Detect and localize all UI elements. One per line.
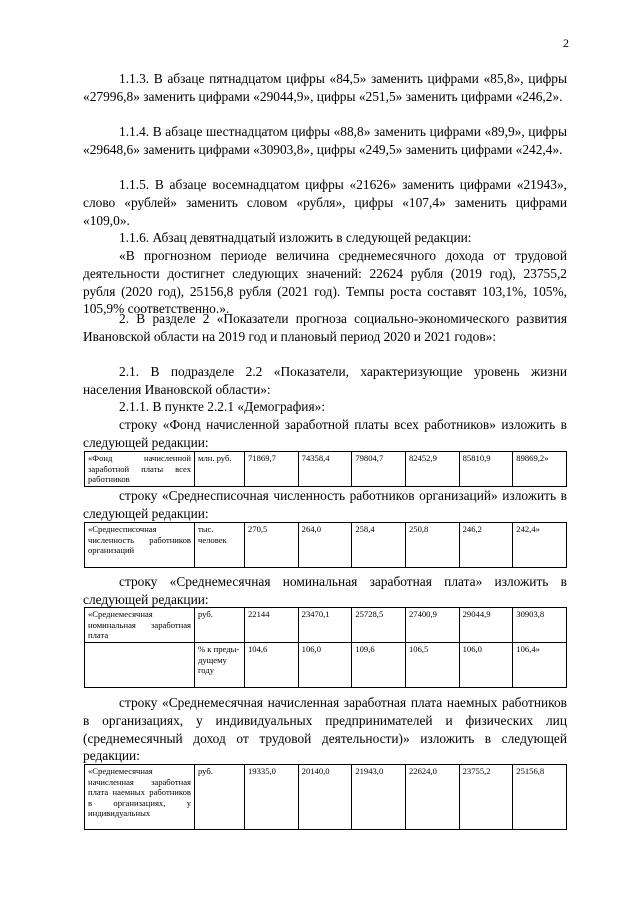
table-row (85, 765, 567, 830)
cell-value: 74358,4 (298, 452, 352, 487)
row-label: «Среднемесячная начисленная заработная плата наемных работников в организациях, у индивидуальных (85, 765, 195, 830)
cell-value: 27400,9 (405, 608, 459, 643)
paragraph-2-1: 2.1. В подразделе 2.2 «Показатели, характеризующие уровень жизни населения Ивановской области»: (83, 364, 567, 397)
cell-value: 89869,2» (513, 452, 567, 487)
cell-value: 22144 (245, 608, 299, 643)
paragraph-1-1-4: 1.1.4. В абзаце шестнадцатом цифры «88,8» заменить цифрами «89,9», цифры «29648,6» заменить цифрами «30903,8», цифры «249,5» заменить цифрами «242,4». (83, 124, 567, 157)
cell-value: 23755,2 (459, 765, 513, 830)
page-number: 2 (563, 36, 569, 50)
cell-value: 104,6 (245, 643, 299, 688)
cell-value: 79804,7 (352, 452, 406, 487)
instruction-headcount-row: строку «Среднесписочная численность работников организаций» изложить в следующей редакции: (83, 488, 567, 521)
paragraph-1-1-6: 1.1.6. Абзац девятнадцатый изложить в следующей редакции: (119, 230, 472, 245)
cell-value: 19335,0 (245, 765, 299, 830)
table-row (85, 523, 567, 568)
row-unit: % к преды-дущему году (195, 643, 245, 688)
cell-value: 21943,0 (352, 765, 406, 830)
row-label: «Фонд начисленной заработной платы всех работников (85, 452, 195, 487)
table-wage-fund (84, 451, 567, 487)
paragraph-2: 2. В разделе 2 «Показатели прогноза социально-экономического развития Ивановской области на 2019 год и плановый период 2020 и 2021 годов»: (83, 311, 567, 344)
row-unit: тыс. человек (195, 523, 245, 568)
cell-value: 22624,0 (405, 765, 459, 830)
cell-value: 20140,0 (298, 765, 352, 830)
instruction-nominal-wage-row: строку «Среднемесячная номинальная заработная плата» изложить в следующей редакции: (83, 574, 567, 607)
row-unit: руб. (195, 608, 245, 643)
cell-value: 25156,8 (513, 765, 567, 830)
cell-value: 82452,9 (405, 452, 459, 487)
cell-value: 23470,1 (298, 608, 352, 643)
instruction-fund-row: строку «Фонд начисленной заработной платы всех работников» изложить в следующей редакции: (83, 417, 567, 450)
cell-value: 250,8 (405, 523, 459, 568)
cell-value: 106,4» (513, 643, 567, 688)
cell-value: 25728,5 (352, 608, 406, 643)
cell-value: 106,5 (405, 643, 459, 688)
table-row (85, 452, 567, 487)
cell-value: 264,0 (298, 523, 352, 568)
quoted-paragraph-income: «В прогнозном периоде величина среднемесячного дохода от трудовой деятельности достигнет следующих значений: 22624 рубля (2019 год), 23755,2 рубля (2020 год), 25156,8 рубля (2021 год). Темпы роста составят 103,1%, 105%, 105,9% соответственно.». (83, 248, 567, 317)
cell-value: 109,6 (352, 643, 406, 688)
paragraph-2-1-1: 2.1.1. В пункте 2.2.1 «Демография»: (119, 399, 326, 414)
table-accrued-wage (84, 764, 567, 830)
cell-value: 270,5 (245, 523, 299, 568)
row-unit: млн. руб. (195, 452, 245, 487)
table-headcount (84, 522, 567, 568)
instruction-accrued-wage-row: строку «Среднемесячная начисленная заработная плата наемных работников в организациях, у индивидуальных предпринимателей и физических лиц (среднемесячный доход от трудовой деятельности)» изложить в следующей редакции: (83, 695, 567, 764)
row-label: «Среднемесячная номинальная заработная плата (85, 608, 195, 643)
cell-value: 71869,7 (245, 452, 299, 487)
cell-value: 106,0 (459, 643, 513, 688)
cell-value: 242,4» (513, 523, 567, 568)
row-label: «Среднесписочная численность работников организаций (85, 523, 195, 568)
cell-value: 246,2 (459, 523, 513, 568)
cell-value: 106,0 (298, 643, 352, 688)
table-row (85, 608, 567, 643)
cell-value: 85810,9 (459, 452, 513, 487)
cell-value: 29044,9 (459, 608, 513, 643)
paragraph-1-1-3: 1.1.3. В абзаце пятнадцатом цифры «84,5» заменить цифрами «85,8», цифры «27996,8» заменить цифрами «29044,9», цифры «251,5» заменить цифрами «246,2». (83, 71, 567, 104)
row-label-empty (85, 643, 195, 688)
paragraph-1-1-5: 1.1.5. В абзаце восемнадцатом цифры «21626» заменить цифрами «21943», слово «рублей» заменить словом «рубля», цифры «107,4» заменить цифрами «109,0». (83, 177, 567, 228)
cell-value: 258,4 (352, 523, 406, 568)
table-nominal-wage (84, 607, 567, 688)
cell-value: 30903,8 (513, 608, 567, 643)
table-row (85, 643, 567, 688)
row-unit: руб. (195, 765, 245, 830)
